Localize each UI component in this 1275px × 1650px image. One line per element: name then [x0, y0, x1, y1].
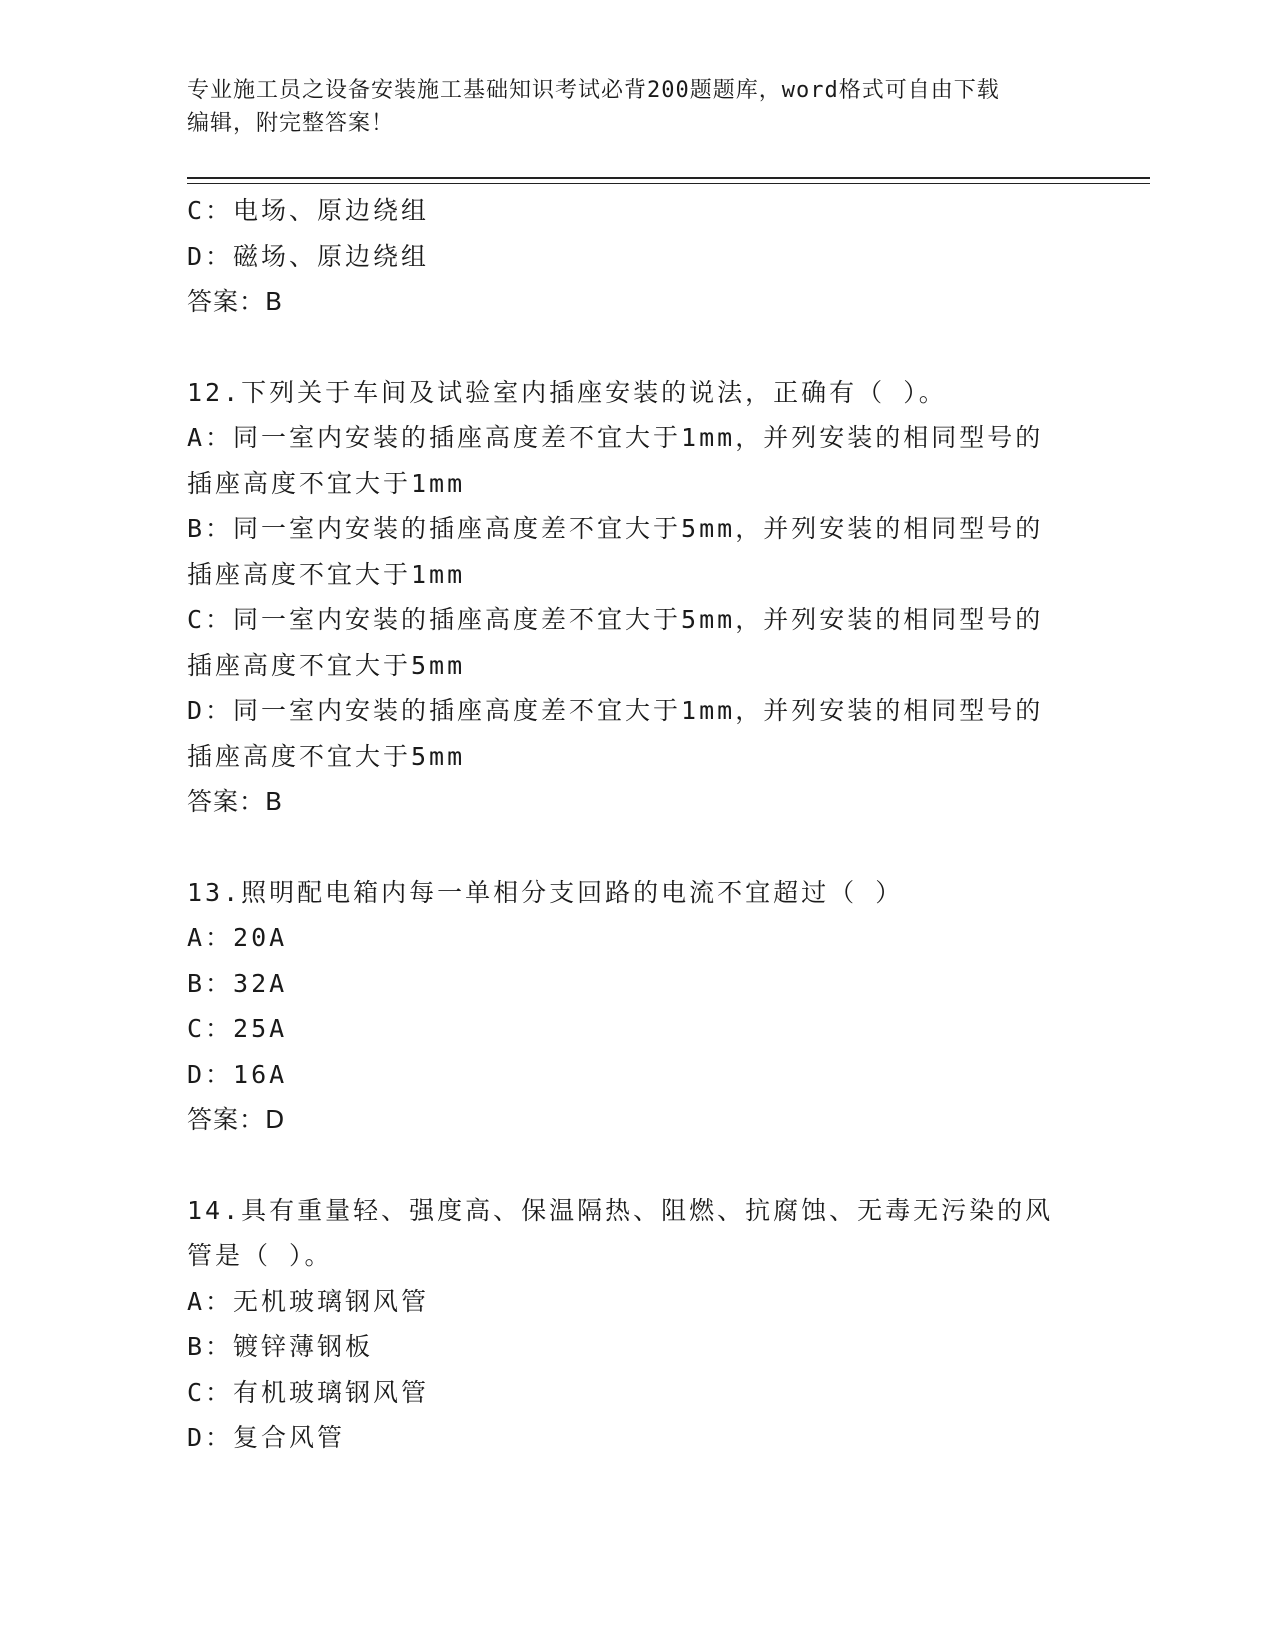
spacer — [187, 325, 1107, 370]
header-divider-thin — [187, 183, 1150, 184]
spacer — [187, 825, 1107, 870]
document-header — [187, 74, 1087, 140]
q12-answer: 答案：B — [187, 787, 284, 816]
q13-option-c: C：25A — [187, 1014, 288, 1043]
q14-option-d: D：复合风管 — [187, 1423, 346, 1452]
question-13 — [187, 870, 1107, 1143]
q12-option-c-line-1: C：同一室内安装的插座高度差不宜大于5mm，并列安装的相同型号的 — [187, 605, 1044, 634]
q12-option-b-line-1: B：同一室内安装的插座高度差不宜大于5mm，并列安装的相同型号的 — [187, 514, 1044, 543]
q11-answer: 答案：B — [187, 287, 284, 316]
header-title-line-2: 编辑，附完整答案！ — [187, 111, 395, 136]
q13-option-a: A：20A — [187, 923, 288, 952]
q12-option-b-line-2: 插座高度不宜大于1mm — [187, 559, 466, 589]
q13-option-b: B：32A — [187, 968, 288, 998]
document-body — [187, 188, 1107, 1461]
q12-option-a-line-2: 插座高度不宜大于1mm — [187, 468, 466, 498]
question-11-tail — [187, 188, 1107, 325]
header-divider-thick — [187, 177, 1150, 179]
q12-option-a-line-1: A：同一室内安装的插座高度差不宜大于1mm，并列安装的相同型号的 — [187, 423, 1044, 452]
q12-question: 12.下列关于车间及试验室内插座安装的说法，正确有（ ）。 — [187, 377, 947, 407]
question-12 — [187, 370, 1107, 825]
spacer — [187, 1143, 1107, 1188]
q14-option-c: C：有机玻璃钢风管 — [187, 1377, 430, 1407]
header-title-line-1: 专业施工员之设备安装施工基础知识考试必背200题题库，word格式可自由下载 — [187, 78, 1000, 103]
q13-option-d: D：16A — [187, 1059, 288, 1089]
q12-option-d-line-2: 插座高度不宜大于5mm — [187, 741, 466, 771]
q12-option-d-line-1: D：同一室内安装的插座高度差不宜大于1mm，并列安装的相同型号的 — [187, 696, 1044, 725]
q13-question: 13.照明配电箱内每一单相分支回路的电流不宜超过（ ） — [187, 877, 904, 907]
question-14 — [187, 1188, 1107, 1461]
q14-option-b: B：镀锌薄钢板 — [187, 1332, 374, 1361]
q14-option-a: A：无机玻璃钢风管 — [187, 1286, 430, 1316]
q11-option-c: C：电场、原边绕组 — [187, 196, 430, 225]
q14-question-line-1: 14.具有重量轻、强度高、保温隔热、阻燃、抗腐蚀、无毒无污染的风 — [187, 1195, 1054, 1225]
q11-option-d: D：磁场、原边绕组 — [187, 241, 430, 271]
q13-answer: 答案：D — [187, 1105, 286, 1134]
q12-option-c-line-2: 插座高度不宜大于5mm — [187, 650, 466, 680]
q14-question-line-2: 管是（ ）。 — [187, 1241, 333, 1270]
